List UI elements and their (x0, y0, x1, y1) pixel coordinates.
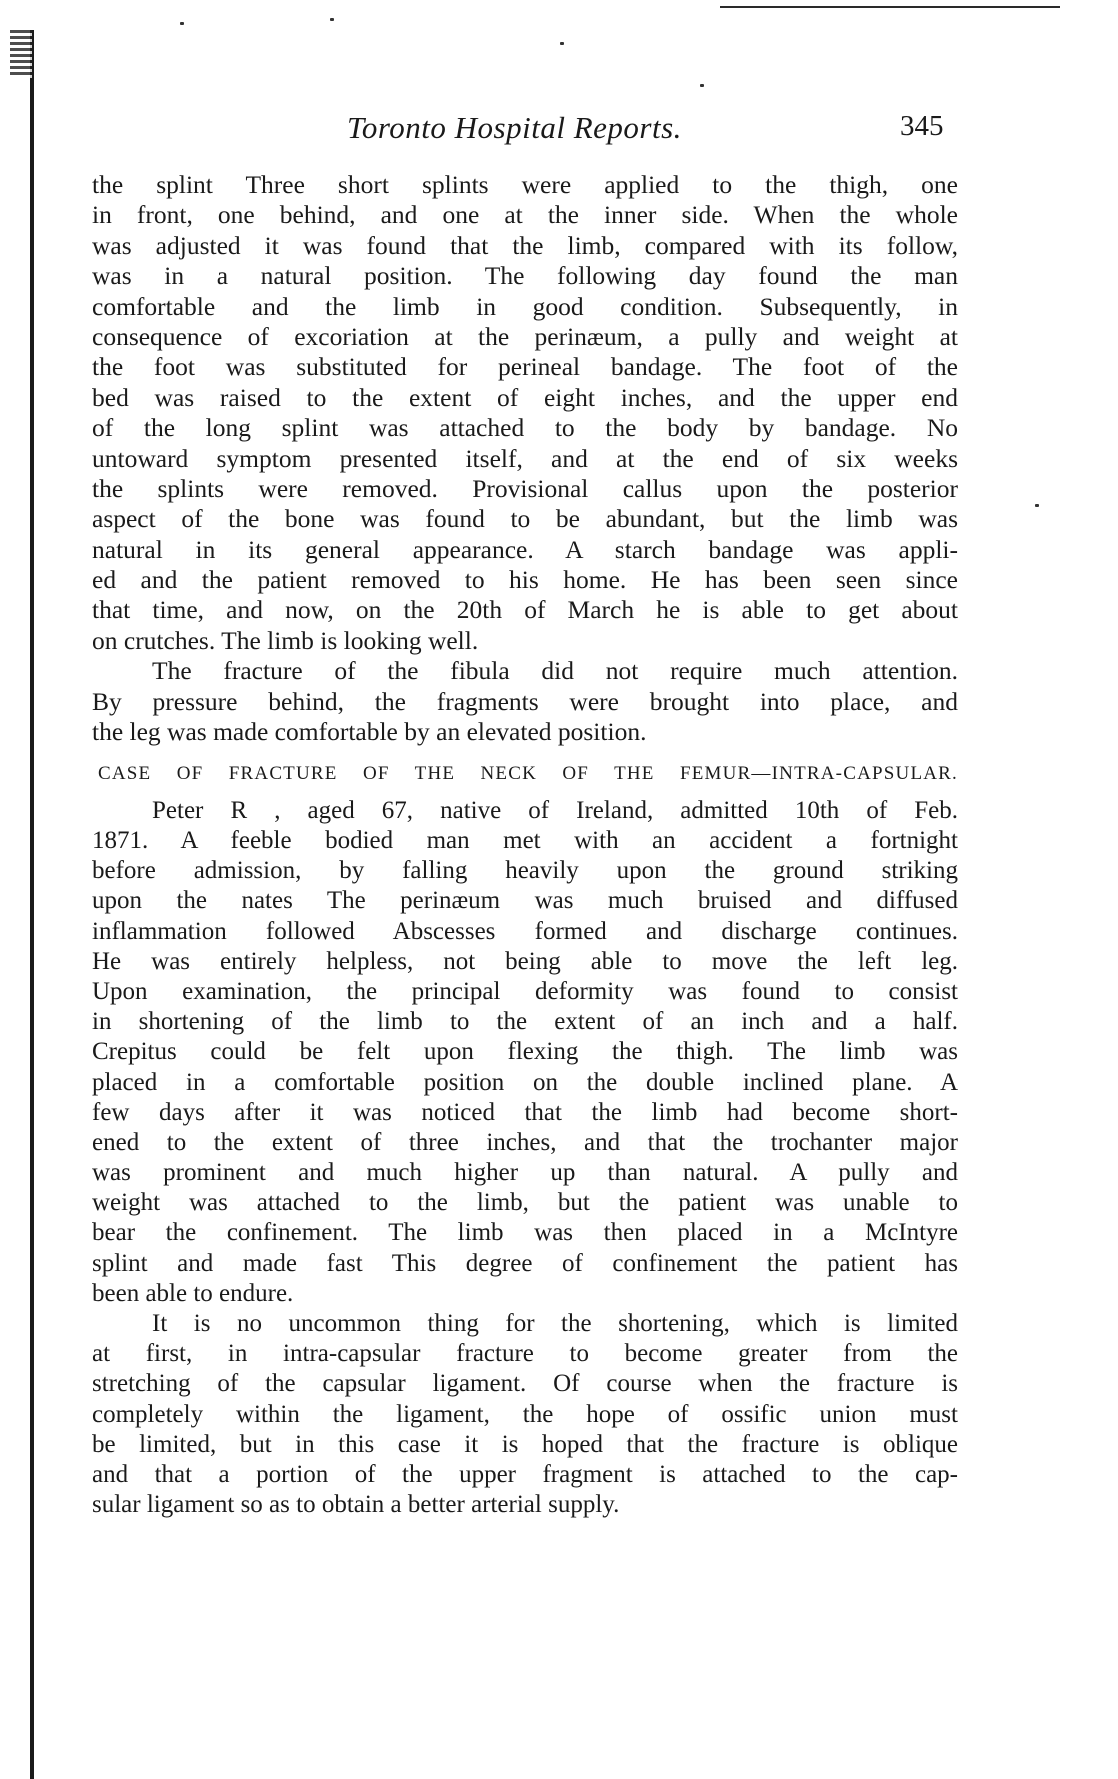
scan-speck (700, 84, 704, 87)
text-line: inflammation followed Abscesses formed and discharge continues. (92, 917, 958, 945)
text-line: Crepitus could be felt upon flexing the thigh. The limb was (92, 1038, 958, 1066)
text-line: aspect of the bone was found to be abundant, but the limb was (92, 504, 958, 534)
text-line: untoward symptom presented itself, and at the end of six weeks (92, 443, 958, 473)
text-line: bed was raised to the extent of eight inches, and the upper end (92, 382, 958, 412)
text-line: that time, and now, on the 20th of March he is able to get about (92, 595, 958, 625)
text-line: ened to the extent of three inches, and that the trochanter major (92, 1128, 958, 1156)
text-line: was adjusted it was found that the limb, compared with its follow, (92, 230, 958, 260)
text-line: few days after it was noticed that the limb had become short- (92, 1098, 958, 1126)
text-line: ed and the patient removed to his home. He has been seen since (92, 565, 958, 595)
text-line: He was entirely helpless, not being able to move the left leg. (92, 947, 958, 975)
text-line: weight was attached to the limb, but the patient was unable to (92, 1189, 958, 1217)
text-line: and that a portion of the upper fragment is attached to the cap- (92, 1460, 958, 1488)
binding-artifact (10, 30, 32, 78)
scan-speck (330, 18, 334, 21)
page-number: 345 (900, 110, 944, 142)
text-line: the splints were removed. Provisional callus upon the posterior (92, 473, 958, 503)
text-line: the splint Three short splints were applied to the thigh, one (92, 170, 958, 199)
text-line: before admission, by falling heavily upon the ground striking (92, 857, 958, 885)
scan-speck (560, 42, 564, 45)
body-text (92, 170, 958, 1520)
top-edge-rule (720, 6, 1060, 8)
text-line: placed in a comfortable position on the double inclined plane. A (92, 1068, 958, 1096)
text-line: was in a natural position. The following day found the man (92, 261, 958, 291)
text-line: comfortable and the limb in good condition. Subsequently, in (92, 291, 958, 321)
text-line: be limited, but in this case it is hoped that the fracture is oblique (92, 1430, 958, 1458)
text-line: Peter R , aged 67, native of Ireland, admitted 10th of Feb. (152, 796, 958, 824)
text-line: been able to endure. (92, 1279, 294, 1307)
scan-speck (1035, 504, 1039, 507)
section-heading: CASE OF FRACTURE OF THE NECK OF THE FEMUR—INTRA-CAPSULAR. (98, 763, 958, 785)
text-line: in front, one behind, and one at the inner side. When the whole (92, 200, 958, 230)
text-line: sular ligament so as to obtain a better arterial supply. (92, 1491, 620, 1519)
text-line: It is no uncommon thing for the shortening, which is limited (152, 1310, 958, 1337)
scan-speck (180, 22, 184, 25)
text-line: By pressure behind, the fragments were brought into place, and (92, 686, 958, 716)
text-line: consequence of excoriation at the perinæum, a pully and weight at (92, 321, 958, 351)
text-line: stretching of the capsular ligament. Of course when the fracture is (92, 1370, 958, 1398)
text-line: was prominent and much higher up than natural. A pully and (92, 1159, 958, 1187)
text-line: upon the nates The perinæum was much bruised and diffused (92, 887, 958, 915)
text-line: 1871. A feeble bodied man met with an accident a fortnight (92, 827, 958, 854)
text-line: in shortening of the limb to the extent of an inch and a half. (92, 1008, 958, 1036)
text-line: on crutches. The limb is looking well. (92, 625, 479, 655)
text-line: completely within the ligament, the hope of ossific union must (92, 1400, 958, 1428)
running-title: Toronto Hospital Reports. (347, 110, 682, 145)
text-line: the leg was made comfortable by an elevated position. (92, 717, 647, 747)
text-line: Upon examination, the principal deformity was found to consist (92, 977, 958, 1005)
text-line: splint and made fast This degree of confinement the patient has (92, 1249, 958, 1277)
text-line: the foot was substituted for perineal bandage. The foot of the (92, 352, 958, 382)
binding-edge-line (30, 30, 34, 1779)
case-report (92, 796, 958, 1521)
text-line: The fracture of the fibula did not require much attention. (152, 656, 958, 686)
text-line: at first, in intra-capsular fracture to become greater from the (92, 1340, 958, 1368)
text-line: bear the confinement. The limb was then placed in a McIntyre (92, 1219, 958, 1247)
text-line: of the long splint was attached to the body by bandage. No (92, 413, 958, 443)
text-line: natural in its general appearance. A starch bandage was appli- (92, 534, 958, 564)
